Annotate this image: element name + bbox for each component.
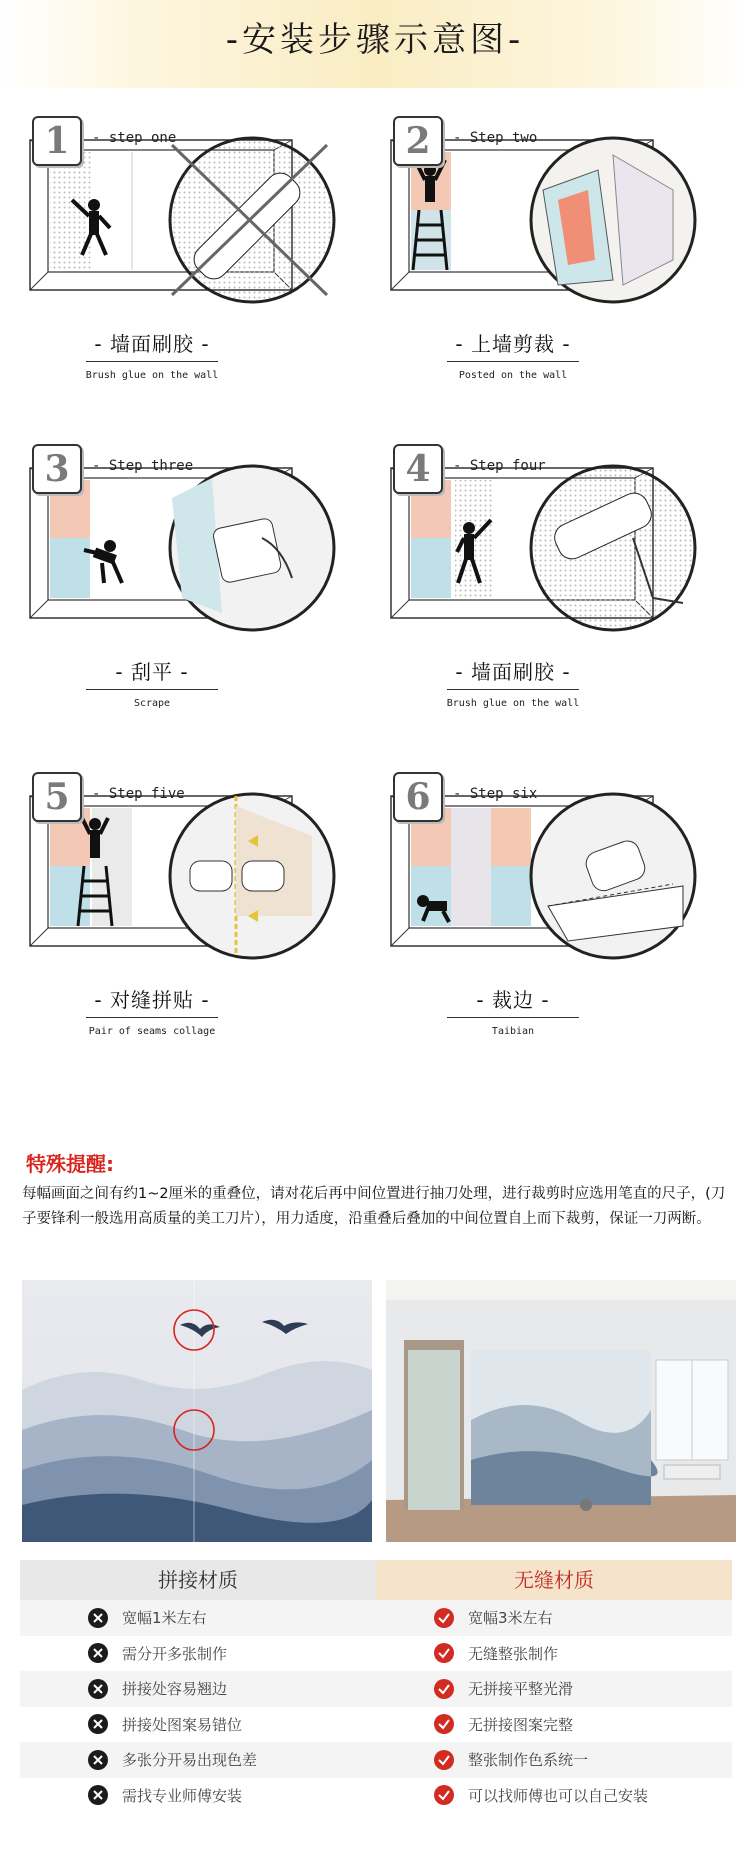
step-label: - Step six	[453, 786, 538, 802]
step-label: - Step five	[92, 786, 185, 802]
check-circle-icon	[434, 1608, 454, 1628]
room-install-photo	[386, 1280, 736, 1542]
step-title-cn: - 刮平 -	[115, 660, 189, 684]
step-title-en: Brush glue on the wall	[85, 370, 219, 381]
header-banner	[0, 0, 750, 88]
caption-underline	[447, 361, 579, 362]
step-title-en: Brush glue on the wall	[446, 698, 580, 709]
x-circle-icon	[88, 1750, 108, 1770]
seamless-cell	[376, 1636, 732, 1672]
step-number-badge: 4	[393, 444, 443, 494]
x-circle-icon	[88, 1714, 108, 1734]
step-label: - Step three	[92, 458, 194, 474]
page-title: -安装步骤示意图-	[225, 20, 525, 60]
step-title-en: Pair of seams collage	[88, 1026, 216, 1037]
step-caption	[22, 656, 282, 709]
comparison-header	[20, 1560, 732, 1600]
spliced-cell	[20, 1707, 376, 1743]
comparison-table	[20, 1560, 732, 1813]
caption-underline	[86, 361, 218, 362]
check-circle-icon	[434, 1785, 454, 1805]
step-label: - step one	[92, 130, 177, 146]
x-circle-icon	[88, 1679, 108, 1699]
step-number-badge: 1	[32, 116, 82, 166]
step-title-cn: - 裁边 -	[476, 988, 550, 1012]
reminder-text: 每幅画面之间有约1~2厘米的重叠位，请对花后再中间位置进行抽刀处理，进行裁剪时应选用笔直的尺子，(刀子要锋利一般选用高质量的美工刀片），用力适度，沿重叠后叠加的中间位置自上而下裁剪，保证一刀两断。	[22, 1186, 726, 1227]
seamless-point: 无缝整张制作	[468, 1644, 559, 1663]
step-title-cn: - 上墙剪裁 -	[455, 332, 571, 356]
caption-underline	[447, 689, 579, 690]
check-circle-icon	[434, 1714, 454, 1734]
step-caption	[22, 328, 282, 381]
spliced-point: 需找专业师傅安装	[122, 1786, 243, 1805]
step-label: - Step four	[453, 458, 546, 474]
step-title-cn: - 墙面刷胶 -	[94, 332, 210, 356]
seamless-point: 整张制作色系统一	[468, 1751, 589, 1770]
step-caption	[383, 328, 643, 381]
step-label: - Step two	[453, 130, 538, 146]
seamless-cell	[376, 1778, 732, 1814]
step-caption	[22, 984, 282, 1037]
table-row	[20, 1671, 732, 1707]
seamless-point: 无拼接平整光滑	[468, 1680, 574, 1699]
step-number-badge: 2	[393, 116, 443, 166]
seamless-point: 无拼接图案完整	[468, 1715, 574, 1734]
spliced-material-header: 拼接材质	[20, 1560, 376, 1600]
seamless-point: 宽幅3米左右	[468, 1609, 553, 1628]
step-title-en: Posted on the wall	[458, 370, 568, 381]
spliced-cell	[20, 1778, 376, 1814]
table-row	[20, 1636, 732, 1672]
x-circle-icon	[88, 1608, 108, 1628]
table-row	[20, 1742, 732, 1778]
check-circle-icon	[434, 1643, 454, 1663]
seamless-cell	[376, 1707, 732, 1743]
step-card-2	[383, 110, 738, 410]
step-title-cn: - 对缝拼贴 -	[94, 988, 210, 1012]
x-circle-icon	[88, 1643, 108, 1663]
step-number-badge: 3	[32, 444, 82, 494]
step-card-5	[22, 766, 377, 1066]
caption-underline	[86, 1017, 218, 1018]
reminder-title: 特殊提醒:	[26, 1152, 114, 1176]
x-circle-icon	[88, 1785, 108, 1805]
spliced-point: 宽幅1米左右	[122, 1609, 207, 1628]
table-row	[20, 1600, 732, 1636]
spliced-point: 拼接处图案易错位	[122, 1715, 243, 1734]
step-card-6	[383, 766, 738, 1066]
step-title-cn: - 墙面刷胶 -	[455, 660, 571, 684]
seamless-cell	[376, 1671, 732, 1707]
spliced-point: 拼接处容易翘边	[122, 1680, 228, 1699]
step-caption	[383, 656, 643, 709]
spliced-point: 多张分开易出现色差	[122, 1751, 258, 1770]
table-row	[20, 1707, 732, 1743]
spliced-cell	[20, 1671, 376, 1707]
caption-underline	[447, 1017, 579, 1018]
step-card-3	[22, 438, 377, 738]
spliced-cell	[20, 1742, 376, 1778]
check-circle-icon	[434, 1679, 454, 1699]
step-number-badge: 5	[32, 772, 82, 822]
spliced-cell	[20, 1600, 376, 1636]
seam-closeup-photo	[22, 1280, 372, 1542]
spliced-cell	[20, 1636, 376, 1672]
check-circle-icon	[434, 1750, 454, 1770]
spliced-point: 需分开多张制作	[122, 1644, 228, 1663]
step-title-en: Taibian	[491, 1026, 535, 1037]
table-row	[20, 1778, 732, 1814]
seamless-cell	[376, 1742, 732, 1778]
seamless-point: 可以找师傅也可以自己安装	[468, 1786, 649, 1805]
step-number-badge: 6	[393, 772, 443, 822]
step-card-4	[383, 438, 738, 738]
seamless-cell	[376, 1600, 732, 1636]
seamless-material-header: 无缝材质	[376, 1560, 732, 1600]
step-card-1	[22, 110, 377, 410]
caption-underline	[86, 689, 218, 690]
step-title-en: Scrape	[133, 698, 171, 709]
step-caption	[383, 984, 643, 1037]
